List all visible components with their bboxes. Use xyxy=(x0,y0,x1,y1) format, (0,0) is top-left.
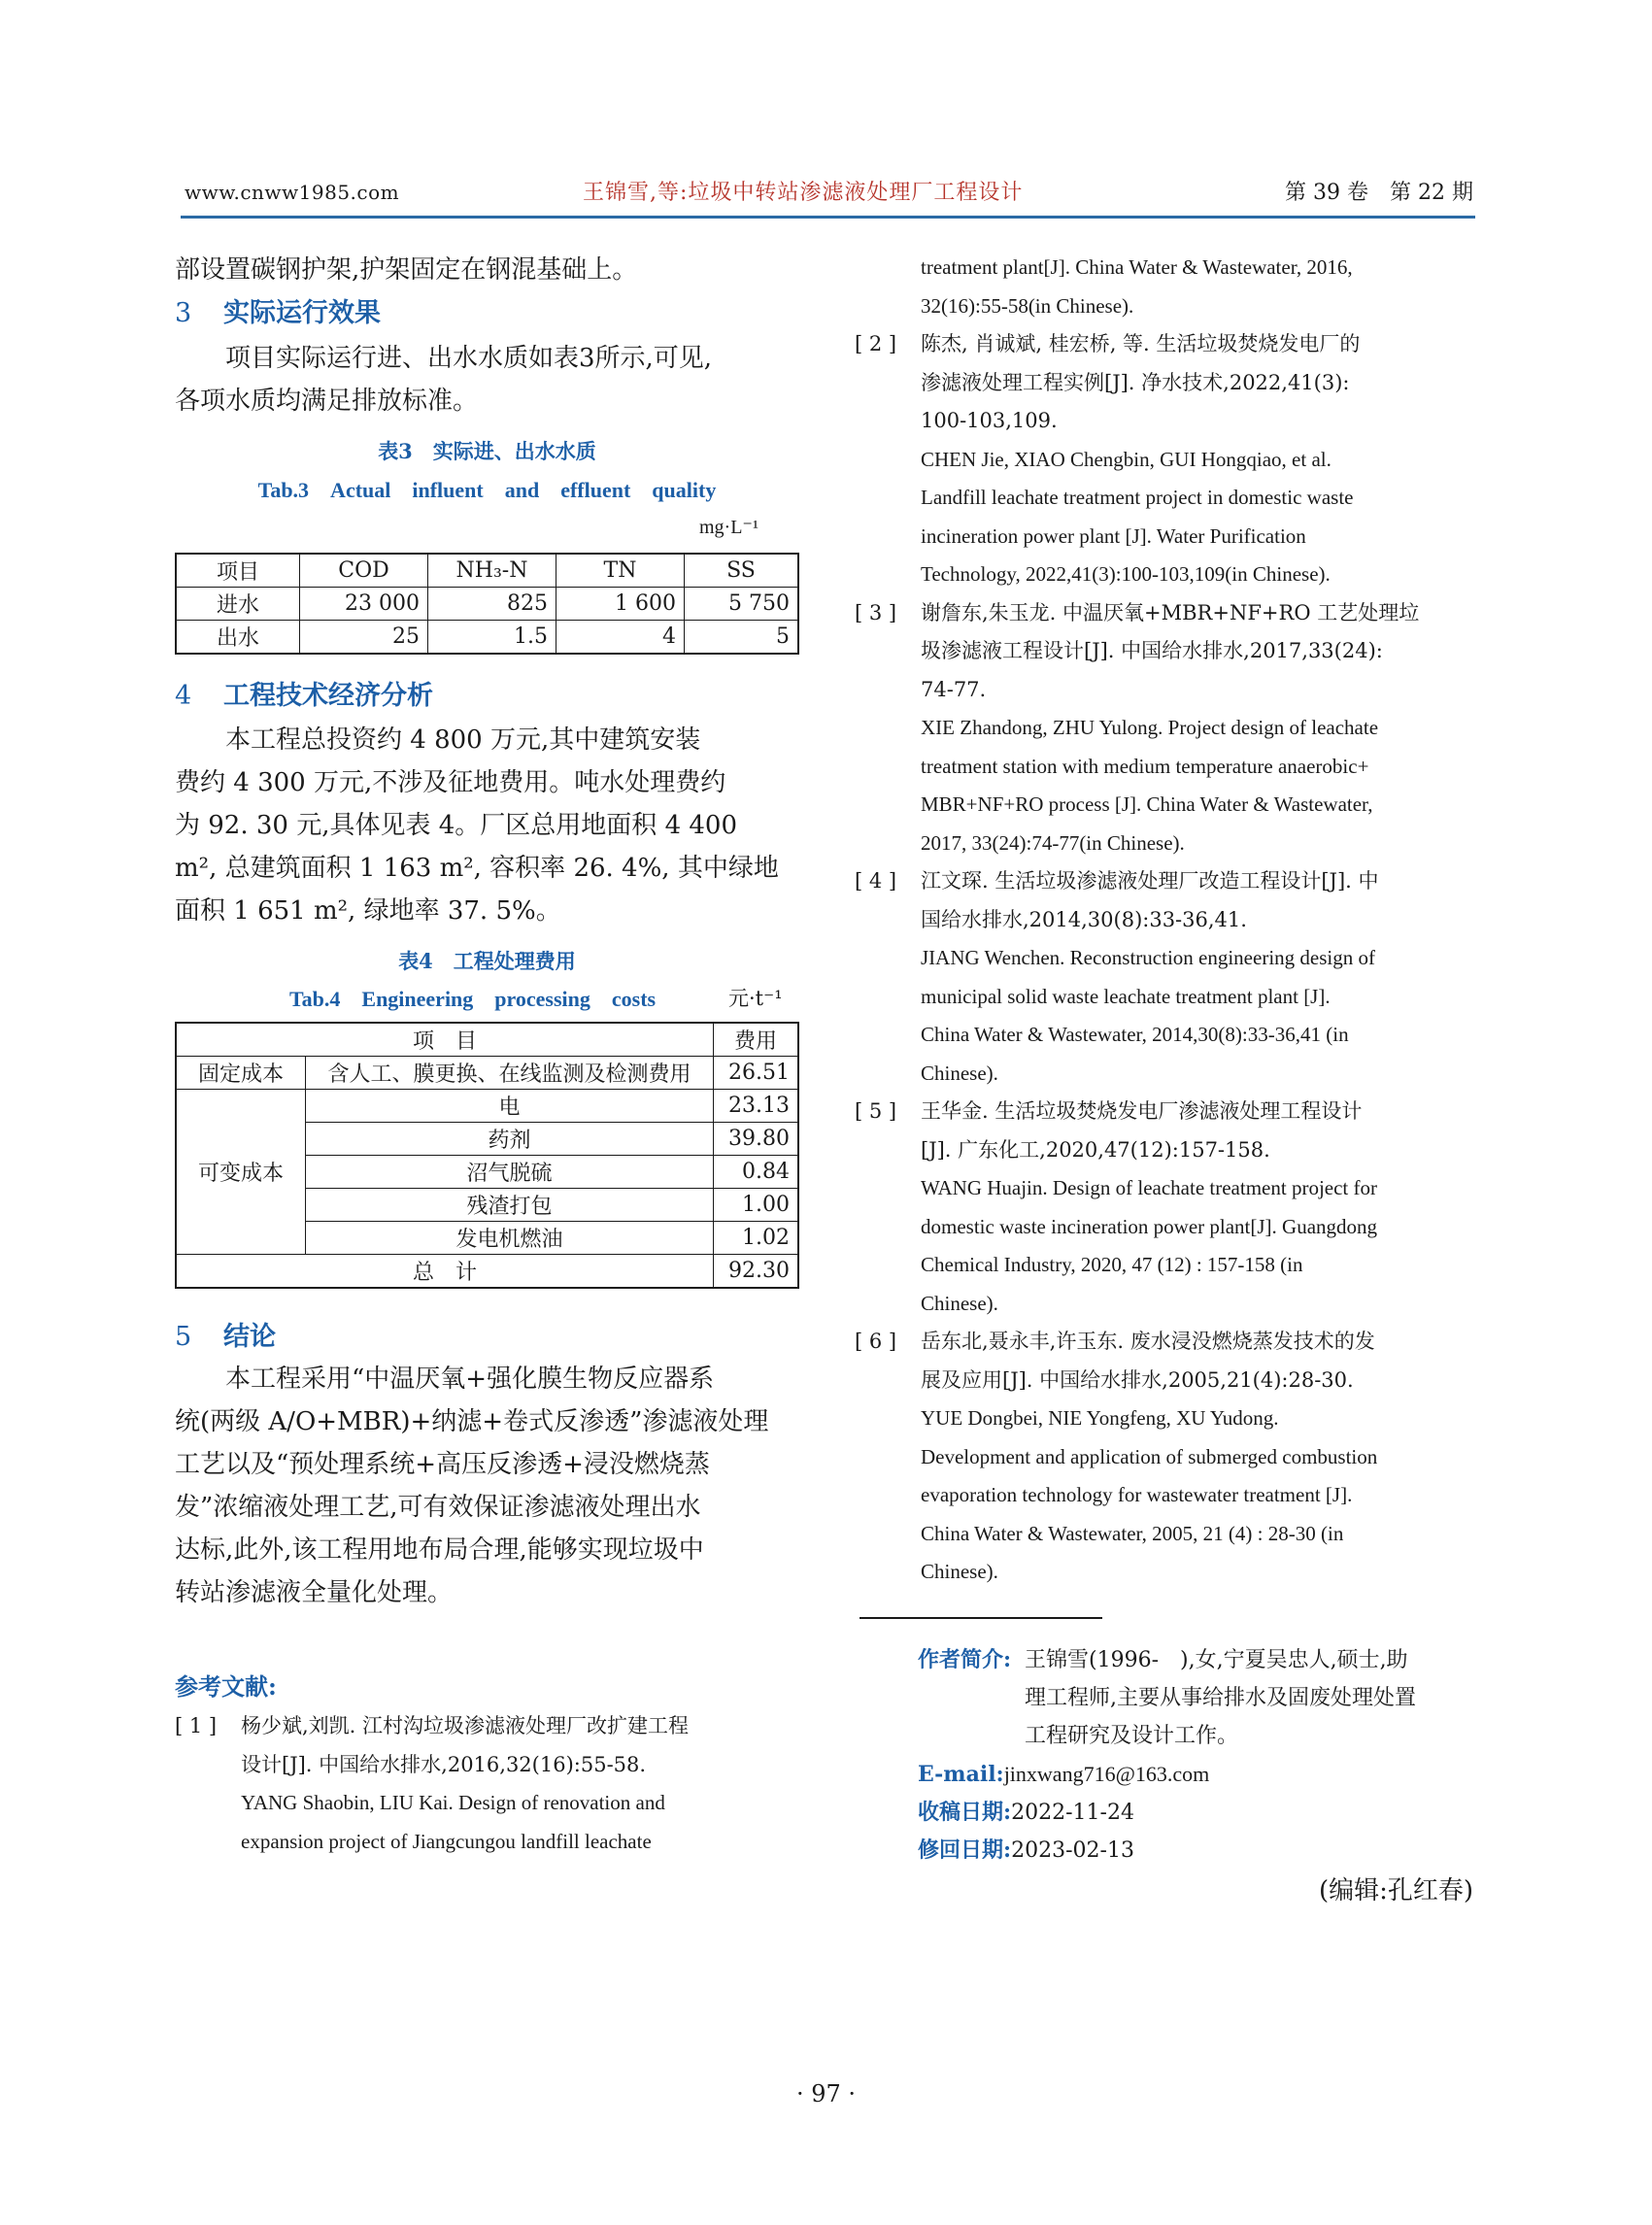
table-header-cell: 项 目 xyxy=(176,1023,714,1057)
paragraph-line: 本工程总投资约 4 800 万元,其中建筑安装 xyxy=(225,725,701,755)
reference-number: [ 1 ] xyxy=(175,1714,218,1737)
reference-line: Landfill leachate treatment project in domestic waste xyxy=(921,486,1354,509)
table-cell: 沼气脱硫 xyxy=(306,1156,714,1189)
reference-line: CHEN Jie, XIAO Chengbin, GUI Hongqiao, et al. xyxy=(921,447,1332,471)
table-row xyxy=(176,1057,798,1090)
header-rule xyxy=(181,216,1475,219)
reference-line: Chinese). xyxy=(921,1291,998,1315)
section-5-text xyxy=(175,1358,799,1614)
table-cell: 5 xyxy=(685,621,799,655)
section-4-heading xyxy=(175,674,799,712)
reference-line: China Water & Wastewater, 2005, 21 (4) : 28-30 (in xyxy=(921,1521,1344,1545)
reference-number: [ 5 ] xyxy=(855,1099,897,1123)
reference-item xyxy=(855,594,1476,863)
reference-line: [J]. 广东化工,2020,47(12):157-158. xyxy=(921,1137,1270,1162)
email-address[interactable]: jinxwang716@163.com xyxy=(1003,1762,1210,1786)
reference-line: 岳东北,聂永丰,许玉东. 废水浸没燃烧蒸发技术的发 xyxy=(921,1330,1375,1353)
reference-line: treatment plant[J]. China Water & Wastewater, 2016, xyxy=(921,255,1353,279)
bio-label: 作者简介: xyxy=(918,1647,1012,1672)
table-cell: 电 xyxy=(306,1090,714,1123)
page-number: · 97 · xyxy=(795,2080,857,2107)
table-total-row xyxy=(176,1255,798,1289)
reference-line: 设计[J]. 中国给水排水,2016,32(16):55-58. xyxy=(241,1752,647,1776)
reference-item xyxy=(855,862,1476,1093)
paragraph-line: 达标,此外,该工程用地布局合理,能够实现垃圾中 xyxy=(175,1535,704,1565)
paragraph-line: 费约 4 300 万元,不涉及征地费用。吨水处理费约 xyxy=(175,768,726,797)
reference-line: incineration power plant [J]. Water Purification xyxy=(921,523,1306,548)
bio-line: 工程研究及设计工作。 xyxy=(1025,1724,1239,1748)
running-title: 王锦雪,等:垃圾中转站渗滤液处理厂工程设计 xyxy=(583,181,1024,205)
table-cell: 含人工、膜更换、在线监测及检测费用 xyxy=(306,1057,714,1090)
reference-line: domestic waste incineration power plant[J]. Guangdong xyxy=(921,1214,1378,1238)
section-number: 4 xyxy=(175,681,192,711)
author-bio xyxy=(918,1641,1481,1870)
volume-issue: 第 39 卷 第 22 期 xyxy=(1285,181,1473,205)
table-cell: 出水 xyxy=(176,621,300,655)
table-cell: 39.80 xyxy=(714,1123,799,1156)
table-4 xyxy=(175,1022,799,1289)
reference-continuation xyxy=(855,249,1476,325)
table-3-title-en: Tab.3 Actual influent and effluent quality xyxy=(257,478,717,502)
reference-line: XIE Zhandong, ZHU Yulong. Project design of leachate xyxy=(921,716,1379,739)
paragraph-line: 为 92. 30 元,具体见表 4。厂区总用地面积 4 400 xyxy=(175,811,737,840)
table-row xyxy=(176,588,798,621)
received-label: 收稿日期: xyxy=(918,1800,1012,1825)
table-cell: 发电机燃油 xyxy=(306,1222,714,1255)
paragraph-line: 各项水质均满足排放标准。 xyxy=(175,387,479,416)
table-cell: 5 750 xyxy=(685,588,799,621)
table-header-cell: NH₃-N xyxy=(428,554,556,588)
reference-line: municipal solid waste leachate treatment plant [J]. xyxy=(921,984,1331,1008)
reference-line: WANG Huajin. Design of leachate treatment project for xyxy=(921,1176,1377,1199)
table-cell: 可变成本 xyxy=(176,1090,306,1255)
reference-number: [ 3 ] xyxy=(855,600,897,624)
intro-line: 部设置碳钢护架,护架固定在钢混基础上。 xyxy=(175,255,638,285)
table-4-title-en: Tab.4 Engineering processing costs xyxy=(289,987,657,1011)
reference-line: YUE Dongbei, NIE Yongfeng, XU Yudong. xyxy=(921,1406,1279,1430)
reference-item xyxy=(855,1323,1476,1592)
reference-line: evaporation technology for wastewater treatment [J]. xyxy=(921,1483,1353,1506)
revised-label: 修回日期: xyxy=(918,1837,1012,1863)
table-header-cell: 费用 xyxy=(714,1023,799,1057)
section-title: 结论 xyxy=(223,1322,276,1352)
reference-number: [ 6 ] xyxy=(855,1330,897,1353)
table-cell: 26.51 xyxy=(714,1057,799,1090)
reference-line: 江文琛. 生活垃圾渗滤液处理厂改造工程设计[J]. 中 xyxy=(921,869,1379,893)
table-cell: 25 xyxy=(300,621,428,655)
bio-line: 王锦雪(1996- ),女,宁夏吴忠人,硕士,助 xyxy=(1025,1648,1408,1672)
table-row xyxy=(176,1090,798,1123)
reference-line: China Water & Wastewater, 2014,30(8):33-36,41 (in xyxy=(921,1023,1349,1046)
table-header-cell: TN xyxy=(556,554,685,588)
table-cell: 1.5 xyxy=(428,621,556,655)
journal-website: www.cnww1985.com xyxy=(185,181,400,204)
reference-item xyxy=(175,1707,799,1861)
table-cell: 92.30 xyxy=(714,1255,799,1289)
table-cell: 进水 xyxy=(176,588,300,621)
reference-line: 100-103,109. xyxy=(921,409,1058,432)
table-cell: 药剂 xyxy=(306,1123,714,1156)
email-label: E-mail: xyxy=(918,1762,1004,1787)
section-number: 3 xyxy=(175,298,192,328)
paragraph-line: 项目实际运行进、出水水质如表3所示,可见, xyxy=(225,344,713,373)
paragraph-line: 转站渗滤液全量化处理。 xyxy=(175,1578,454,1607)
table-4-unit: 元·t⁻¹ xyxy=(728,987,783,1010)
paragraph-line: 发”浓缩液处理工艺,可有效保证渗滤液处理出水 xyxy=(175,1493,701,1522)
section-title: 工程技术经济分析 xyxy=(223,681,433,711)
reference-line: Chinese). xyxy=(921,1061,998,1085)
reference-number: [ 4 ] xyxy=(855,869,897,893)
reference-line: 2017, 33(24):74-77(in Chinese). xyxy=(921,830,1185,855)
editor-note: (编辑:孔红春) xyxy=(1318,1876,1473,1905)
reference-line: expansion project of Jiangcungou landfill leachate xyxy=(241,1829,652,1853)
reference-number: [ 2 ] xyxy=(855,332,897,355)
table-header-cell: COD xyxy=(300,554,428,588)
reference-list xyxy=(855,325,1476,1592)
table-cell: 4 xyxy=(556,621,685,655)
table-cell: 残渣打包 xyxy=(306,1189,714,1222)
table-cell: 固定成本 xyxy=(176,1057,306,1090)
table-cell: 825 xyxy=(428,588,556,621)
paragraph-line: m², 总建筑面积 1 163 m², 容积率 26. 4%, 其中绿地 xyxy=(175,854,779,883)
reference-line: 32(16):55-58(in Chinese). xyxy=(921,293,1134,318)
paragraph-line: 工艺以及“预处理系统+高压反渗透+浸没燃烧蒸 xyxy=(175,1450,710,1479)
reference-line: 陈杰, 肖诚斌, 桂宏桥, 等. 生活垃圾焚烧发电厂的 xyxy=(921,332,1361,355)
reference-line: 王华金. 生活垃圾焚烧发电厂渗滤液处理工程设计 xyxy=(921,1099,1363,1123)
reference-line: Chemical Industry, 2020, 47 (12) : 157-158 (in xyxy=(921,1253,1303,1276)
table-cell: 1 600 xyxy=(556,588,685,621)
table-4-title-cn: 表4 工程处理费用 xyxy=(398,949,576,973)
bio-line: 理工程师,主要从事给排水及固废处理处置 xyxy=(1025,1686,1416,1710)
paragraph-line: 面积 1 651 m², 绿地率 37. 5%。 xyxy=(175,896,561,926)
table-header-cell: SS xyxy=(685,554,799,588)
table-header-cell: 项目 xyxy=(176,554,300,588)
reference-line: MBR+NF+RO process [J]. China Water & Wastewater, xyxy=(921,792,1373,816)
table-cell: 0.84 xyxy=(714,1156,799,1189)
table-3 xyxy=(175,553,799,655)
reference-line: 渗滤液处理工程实例[J]. 净水技术,2022,41(3): xyxy=(921,370,1350,394)
table-cell: 总 计 xyxy=(176,1255,714,1289)
reference-item xyxy=(855,1093,1476,1323)
table-3-unit: mg·L⁻¹ xyxy=(699,517,759,538)
paragraph-line: 本工程采用“中温厌氧+强化膜生物反应器系 xyxy=(225,1365,715,1394)
table-cell: 1.02 xyxy=(714,1222,799,1255)
reference-line: 谢詹东,朱玉龙. 中温厌氧+MBR+NF+RO 工艺处理垃 xyxy=(921,600,1420,624)
bio-divider xyxy=(860,1617,1102,1619)
table-cell: 1.00 xyxy=(714,1189,799,1222)
section-title: 实际运行效果 xyxy=(223,298,381,328)
reference-line: 展及应用[J]. 中国给水排水,2005,21(4):28-30. xyxy=(921,1367,1354,1392)
references-heading: 参考文献: xyxy=(175,1672,277,1701)
section-3-text xyxy=(175,337,799,422)
section-3-heading xyxy=(175,291,799,329)
table-header-row xyxy=(176,554,798,588)
reference-line: Chinese). xyxy=(921,1560,998,1583)
reference-line: 圾渗滤液工程设计[J]. 中国给水排水,2017,33(24): xyxy=(921,639,1383,662)
table-row xyxy=(176,621,798,655)
reference-line: 杨少斌,刘凯. 江村沟垃圾渗滤液处理厂改扩建工程 xyxy=(241,1714,690,1737)
reference-line: Technology, 2022,41(3):100-103,109(in Chinese). xyxy=(921,562,1331,586)
reference-item xyxy=(855,325,1476,594)
table-cell: 23.13 xyxy=(714,1090,799,1123)
section-number: 5 xyxy=(175,1322,192,1352)
revised-date: 2023-02-13 xyxy=(1011,1838,1134,1863)
reference-line: Development and application of submerged combustion xyxy=(921,1444,1378,1468)
reference-line: YANG Shaobin, LIU Kai. Design of renovation and xyxy=(241,1791,665,1814)
reference-line: 74-77. xyxy=(921,677,987,701)
section-5-heading xyxy=(175,1315,799,1353)
table-cell: 23 000 xyxy=(300,588,428,621)
received-date: 2022-11-24 xyxy=(1011,1801,1134,1825)
section-4-text xyxy=(175,719,799,932)
paragraph-line: 统(两级 A/O+MBR)+纳滤+卷式反渗透”渗滤液处理 xyxy=(175,1407,769,1436)
reference-line: 国给水排水,2014,30(8):33-36,41. xyxy=(921,907,1247,931)
reference-line: JIANG Wenchen. Reconstruction engineering design of xyxy=(921,946,1375,969)
table-header-row xyxy=(176,1023,798,1057)
reference-line: treatment station with medium temperature anaerobic+ xyxy=(921,754,1369,778)
table-3-title-cn: 表3 实际进、出水水质 xyxy=(378,439,596,463)
